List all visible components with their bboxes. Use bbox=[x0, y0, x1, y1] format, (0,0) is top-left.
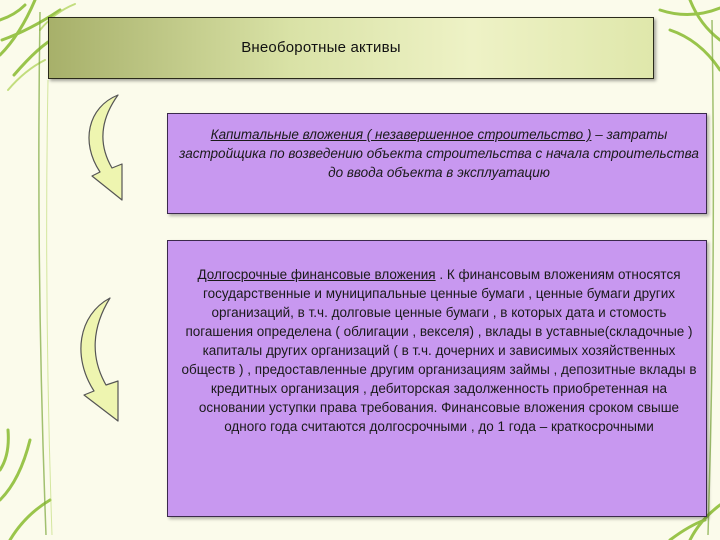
capital-investments-text bbox=[178, 125, 700, 182]
curved-arrow-icon bbox=[70, 295, 124, 425]
financial-investments-term: Долгосрочные финансовые вложения bbox=[197, 267, 436, 282]
financial-investments-text bbox=[176, 265, 702, 436]
capital-investments-term: Капитальные вложения ( незавершенное строительство ) bbox=[210, 127, 592, 142]
capital-investments-box bbox=[167, 113, 707, 214]
capital-investments-definition: – затраты застройщика по возведению объекта строительства с начала строительства до ввода объекта в эксплуатацию bbox=[179, 127, 699, 180]
financial-investments-definition: . К финансовым вложениям относятся государственные и муниципальные ценные бумаги , ценные бумаги других организаций, в т.ч. долговые ценные бумаги , в которых дата и стомость погашения определена ( облигации , векселя) , вклады в уставные(складочные ) капиталы других организаций ( в т.ч. дочерних и зависимых хозяйственных обществ ) , предоставленные другим организациям займы , депозитные вклады в кредитных организация , дебиторская задолженность приобретенная на основании уступки права требования. Финансовые вложения сроком свыше одного года считаются долгосрочными , до 1 года – краткосрочными bbox=[181, 267, 697, 434]
title-banner bbox=[48, 17, 654, 79]
page-title: Внеоборотные активы bbox=[241, 39, 401, 56]
curved-arrow-icon bbox=[78, 92, 128, 204]
financial-investments-box bbox=[167, 240, 707, 517]
